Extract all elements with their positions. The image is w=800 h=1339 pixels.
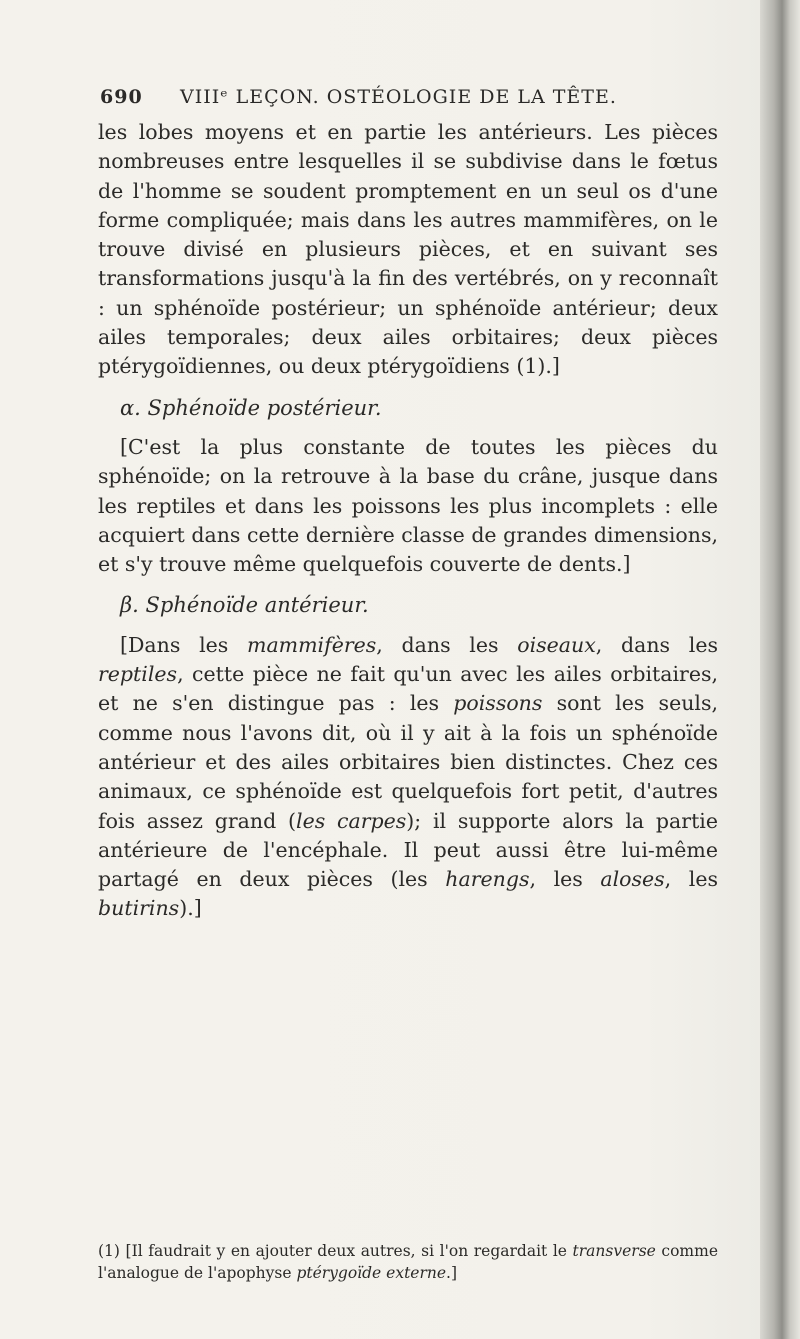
- paragraph-3: [98, 631, 718, 924]
- running-title: VIIIᵉ LEÇON. OSTÉOLOGIE DE LA TÊTE.: [180, 86, 617, 108]
- text-run: , dans les: [595, 632, 718, 657]
- text-run: ); il supporte alors la partie antérieure de l'encéphale. Il peut aussi être lui-même partagé en deux pièces (les: [98, 808, 718, 892]
- text-run: ).]: [179, 896, 202, 921]
- body-text: [98, 118, 718, 924]
- paragraph-2: [C'est la plus constante de toutes les pièces du sphénoïde; on la retrouve à la base du crâne, jusque dans les reptiles et dans les poissons les plus incomplets : elle acquiert dans cette dernière classe de grandes dimensions, et s'y trouve même quelquefois couverte de dents.]: [98, 434, 718, 577]
- section-heading-beta: β. Sphénoïde antérieur.: [120, 593, 369, 618]
- paragraph-1: les lobes moyens et en partie les antérieurs. Les pièces nombreuses entre lesquelles il se subdivise dans le fœtus de l'homme se soudent promptement en un seul os d'une forme compliquée; mais dans les autres mammifères, on le trouve divisé en plusieurs pièces, et en suivant ses transformations jusqu'à la fin des vertébrés, on y reconnaît : un sphénoïde postérieur; un sphénoïde antérieur; deux ailes temporales; deux ailes orbitaires; deux pièces ptérygoïdiennes, ou deux ptérygoïdiens (1).]: [98, 120, 718, 379]
- footnote: [98, 1240, 718, 1284]
- emphasis: harengs: [445, 867, 530, 892]
- section-heading-alpha: α. Sphénoïde postérieur.: [120, 395, 382, 420]
- emphasis: aloses: [600, 867, 665, 892]
- book-page-edge: [760, 0, 800, 1339]
- running-header: [100, 86, 720, 116]
- text-run: , les: [664, 867, 718, 892]
- emphasis: ptérygoïde externe: [296, 1264, 447, 1282]
- emphasis: mammifères: [247, 632, 377, 657]
- text-run: (1) [Il faudrait y en ajouter deux autres, si l'on regardait le: [98, 1242, 573, 1260]
- emphasis: les carpes: [296, 808, 407, 833]
- text-run: comme l'analogue de l'apophyse: [98, 1242, 718, 1282]
- text-run: , les: [529, 867, 601, 892]
- text-run: , dans les: [376, 632, 518, 657]
- text-run: [Dans les: [120, 632, 248, 657]
- text-run: .]: [446, 1264, 458, 1282]
- page-number: 690: [100, 86, 143, 108]
- text-run: , cette pièce ne fait qu'un avec les ailes orbitaires, et ne s'en distingue pas : les: [98, 662, 718, 716]
- emphasis: oiseaux: [517, 632, 596, 657]
- emphasis: butirins: [98, 896, 180, 921]
- emphasis: transverse: [572, 1242, 656, 1260]
- text-run: sont les seuls, comme nous l'avons dit, où il y ait à la fois un sphénoïde antérieur et des ailes orbitaires bien distinctes. Chez ces animaux, ce sphénoïde est quelquefois fort petit, d'autres fois assez grand (: [98, 691, 718, 833]
- emphasis: reptiles: [98, 662, 178, 687]
- emphasis: poissons: [453, 691, 543, 716]
